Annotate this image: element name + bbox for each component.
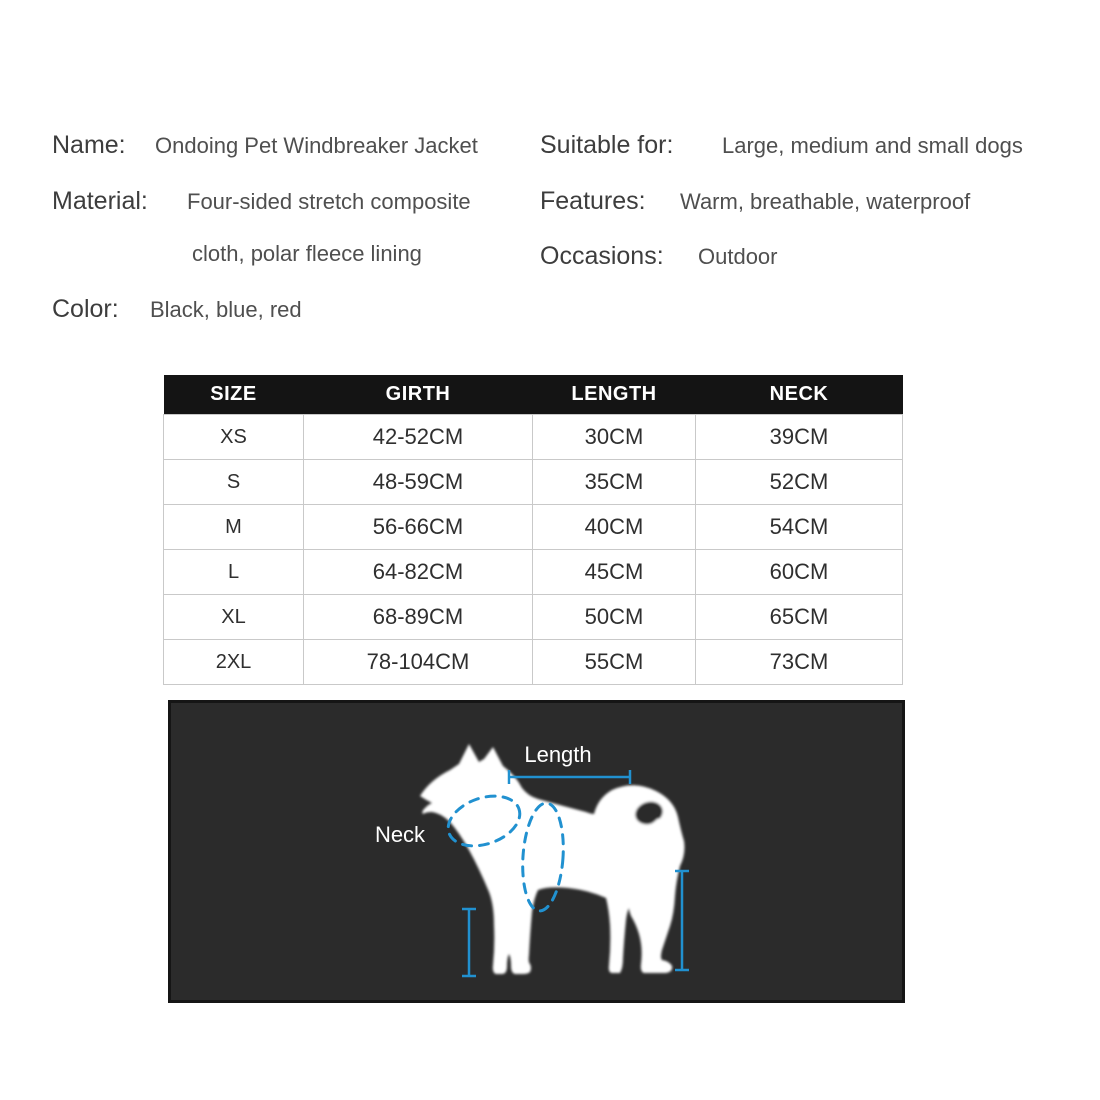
size-table [163, 375, 903, 685]
info-row-suitable [540, 130, 1023, 161]
cell-girth: 68-89CM [304, 595, 533, 640]
name-label: Name: [52, 131, 126, 159]
table-row [164, 595, 903, 640]
features-label: Features: [540, 187, 646, 215]
name-value: Ondoing Pet Windbreaker Jacket [155, 133, 478, 158]
measurement-panel [168, 700, 905, 1003]
cell-length: 35CM [533, 460, 696, 505]
cell-girth: 56-66CM [304, 505, 533, 550]
dog-silhouette-icon [420, 744, 685, 974]
cell-size: S [164, 460, 304, 505]
cell-length: 45CM [533, 550, 696, 595]
cell-size: M [164, 505, 304, 550]
dog-measurement-diagram [168, 700, 905, 1003]
cell-girth: 42-52CM [304, 415, 533, 460]
cell-girth: 78-104CM [304, 640, 533, 685]
info-row-occasions [540, 241, 778, 272]
cell-neck: 52CM [696, 460, 903, 505]
table-header-row [164, 375, 903, 415]
suitable-for-value: Large, medium and small dogs [722, 133, 1023, 158]
header-neck: NECK [696, 375, 903, 415]
cell-length: 55CM [533, 640, 696, 685]
table-row [164, 640, 903, 685]
cell-neck: 65CM [696, 595, 903, 640]
material-value-line2: cloth, polar fleece lining [192, 241, 422, 266]
color-label: Color: [52, 295, 119, 323]
info-row-material-line2 [192, 239, 422, 269]
header-girth: GIRTH [304, 375, 533, 415]
suitable-for-label: Suitable for: [540, 131, 674, 159]
cell-length: 30CM [533, 415, 696, 460]
girth-label: Girth [568, 848, 616, 873]
color-value: Black, blue, red [150, 297, 302, 322]
cell-size: L [164, 550, 304, 595]
occasions-label: Occasions: [540, 242, 664, 270]
table-row [164, 550, 903, 595]
features-value: Warm, breathable, waterproof [680, 189, 971, 214]
cell-length: 40CM [533, 505, 696, 550]
cell-size: XS [164, 415, 304, 460]
cell-neck: 54CM [696, 505, 903, 550]
info-row-features [540, 186, 970, 217]
header-length: LENGTH [533, 375, 696, 415]
cell-neck: 60CM [696, 550, 903, 595]
cell-size: XL [164, 595, 304, 640]
info-row-name [52, 130, 478, 161]
occasions-value: Outdoor [698, 244, 778, 269]
length-measure-line [509, 770, 630, 784]
material-label: Material: [52, 187, 148, 215]
table-row [164, 415, 903, 460]
front-height-measure-line [462, 909, 476, 976]
cell-neck: 39CM [696, 415, 903, 460]
table-row [164, 505, 903, 550]
cell-girth: 64-82CM [304, 550, 533, 595]
info-row-color [52, 294, 302, 325]
material-value-line1: Four-sided stretch composite [187, 189, 471, 214]
cell-neck: 73CM [696, 640, 903, 685]
cell-length: 50CM [533, 595, 696, 640]
header-size: SIZE [164, 375, 304, 415]
cell-size: 2XL [164, 640, 304, 685]
length-label: Length [524, 742, 592, 767]
table-row [164, 460, 903, 505]
neck-label: Neck [374, 822, 426, 847]
cell-girth: 48-59CM [304, 460, 533, 505]
rear-height-measure-line [675, 871, 689, 970]
info-row-material [52, 186, 471, 217]
